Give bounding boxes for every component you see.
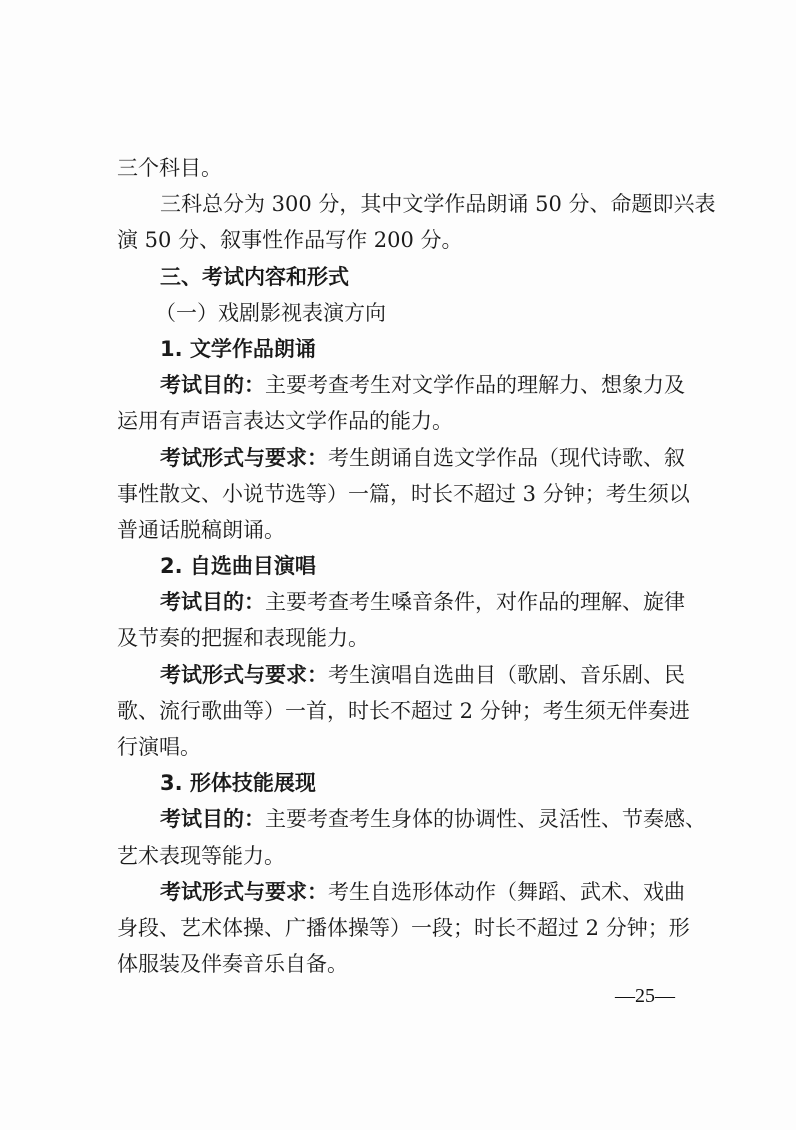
- body-text: [117, 150, 716, 982]
- form-label: 考试形式与要求：: [160, 445, 328, 470]
- purpose-line: 艺术表现等能力。: [117, 843, 285, 868]
- purpose-text: 主要考查考生嗓音条件，对作品的理解、旋律: [265, 590, 685, 615]
- purpose-label: 考试目的：: [160, 590, 265, 615]
- purpose-line: 及节奏的把握和表现能力。: [117, 626, 369, 651]
- form-line: [117, 874, 685, 910]
- purpose-line: 运用有声语言表达文学作品的能力。: [117, 409, 453, 434]
- form-text: 考生自选形体动作（舞蹈、武术、戏曲: [328, 879, 685, 904]
- item-title: 2. 自选曲目演唱: [160, 554, 316, 579]
- purpose-line: [117, 801, 706, 837]
- form-text: 考生演唱自选曲目（歌剧、音乐剧、民: [328, 662, 685, 687]
- paragraph-line: 三个科目。: [117, 156, 222, 180]
- paragraph-line: 演 50 分、叙事性作品写作 200 分。: [117, 228, 463, 253]
- form-line: [117, 657, 685, 693]
- form-label: 考试形式与要求：: [160, 879, 328, 904]
- item-title: 1. 文学作品朗诵: [160, 336, 316, 361]
- form-line: 行演唱。: [117, 735, 201, 759]
- paragraph-line: 三科总分为 300 分，其中文学作品朗诵 50 分、命题即兴表: [160, 192, 716, 217]
- purpose-label: 考试目的：: [160, 373, 265, 398]
- form-line: 体服装及伴奏音乐自备。: [117, 952, 348, 977]
- purpose-label: 考试目的：: [160, 807, 265, 832]
- purpose-line: [117, 584, 685, 620]
- form-line: 事性散文、小说节选等）一篇，时长不超过 3 分钟；考生须以: [117, 481, 690, 506]
- form-line: 歌、流行歌曲等）一首，时长不超过 2 分钟；考生须无伴奏进: [117, 698, 690, 723]
- subsection-heading: （一）戏剧影视表演方向: [155, 300, 386, 325]
- purpose-text: 主要考查考生对文学作品的理解力、想象力及: [265, 373, 685, 398]
- form-label: 考试形式与要求：: [160, 662, 328, 687]
- form-line: 普通话脱稿朗诵。: [117, 517, 285, 542]
- form-text: 考生朗诵自选文学作品（现代诗歌、叙: [328, 445, 685, 470]
- form-line: [117, 440, 685, 476]
- page-number: —25—: [615, 985, 675, 1007]
- section-heading: 三、考试内容和形式: [160, 264, 349, 289]
- purpose-line: [117, 367, 685, 403]
- purpose-text: 主要考查考生身体的协调性、灵活性、节奏感、: [265, 807, 706, 832]
- item-title: 3. 形体技能展现: [160, 771, 316, 796]
- form-line: 身段、艺术体操、广播体操等）一段；时长不超过 2 分钟；形: [117, 915, 690, 940]
